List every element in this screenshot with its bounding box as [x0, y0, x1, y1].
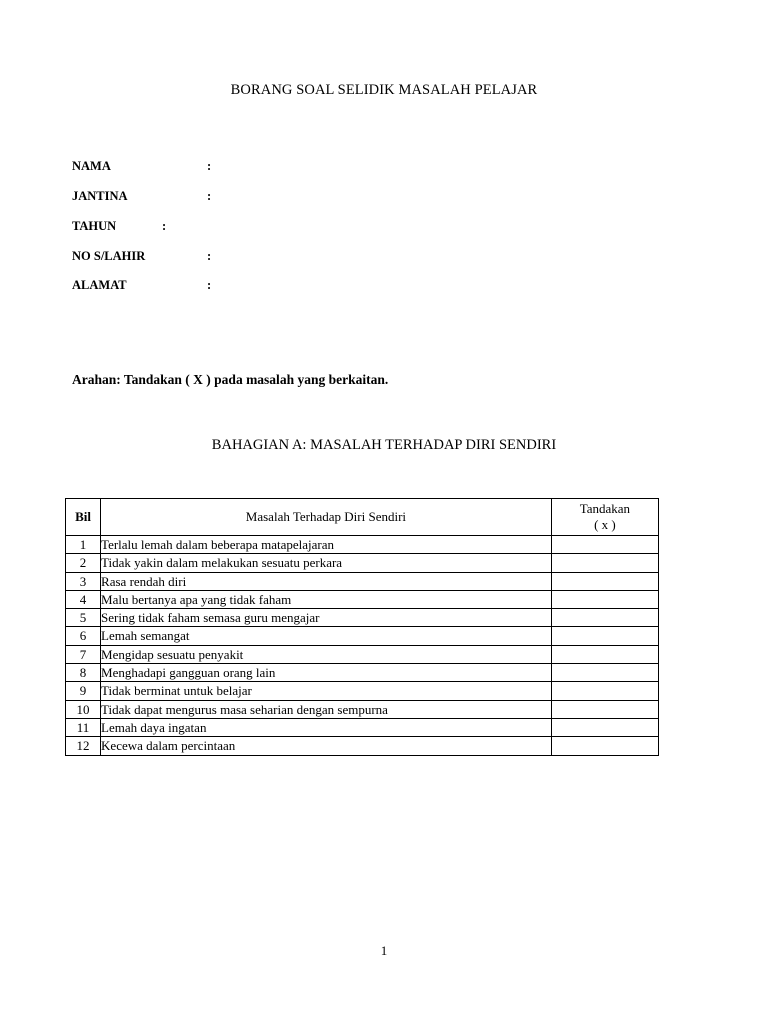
- row-tandakan-cell[interactable]: [551, 682, 658, 700]
- row-tandakan-cell[interactable]: [551, 536, 658, 554]
- table-row: [66, 536, 659, 554]
- row-masalah: Menghadapi gangguan orang lain: [101, 664, 552, 682]
- field-label-no-surat-lahir: NO S/LAHIR: [72, 249, 146, 263]
- row-tandakan-cell[interactable]: [551, 664, 658, 682]
- table-row: [66, 627, 659, 645]
- row-tandakan-cell[interactable]: [551, 572, 658, 590]
- row-bil: 3: [66, 572, 101, 590]
- field-label-tahun: TAHUN: [72, 219, 117, 233]
- table-row: [66, 700, 659, 718]
- row-bil: 4: [66, 590, 101, 608]
- field-label-alamat: ALAMAT: [72, 278, 127, 292]
- row-bil: 6: [66, 627, 101, 645]
- field-colon-tahun: :: [162, 219, 167, 233]
- problems-table: [65, 498, 659, 756]
- row-bil: 1: [66, 536, 101, 554]
- instruction-text: Arahan: Tandakan ( X ) pada masalah yang berkaitan.: [72, 372, 389, 387]
- row-masalah: Tidak dapat mengurus masa seharian dengan sempurna: [101, 700, 552, 718]
- table-row: [66, 718, 659, 736]
- row-tandakan-cell[interactable]: [551, 609, 658, 627]
- header-tandakan: [551, 499, 658, 536]
- table-row: [66, 572, 659, 590]
- row-tandakan-cell[interactable]: [551, 645, 658, 663]
- row-tandakan-cell[interactable]: [551, 718, 658, 736]
- row-bil: 12: [66, 737, 101, 755]
- row-bil: 10: [66, 700, 101, 718]
- field-colon-no-surat-lahir: :: [207, 249, 212, 263]
- row-bil: 9: [66, 682, 101, 700]
- row-masalah: Terlalu lemah dalam beberapa matapelajaran: [101, 536, 552, 554]
- table-row: [66, 590, 659, 608]
- row-bil: 8: [66, 664, 101, 682]
- row-masalah: Rasa rendah diri: [101, 572, 552, 590]
- table-row: [66, 609, 659, 627]
- row-masalah: Lemah semangat: [101, 627, 552, 645]
- row-masalah: Sering tidak faham semasa guru mengajar: [101, 609, 552, 627]
- row-tandakan-cell[interactable]: [551, 737, 658, 755]
- row-masalah: Lemah daya ingatan: [101, 718, 552, 736]
- row-bil: 11: [66, 718, 101, 736]
- row-masalah: Mengidap sesuatu penyakit: [101, 645, 552, 663]
- table-header-row: [66, 499, 659, 536]
- section-title: BAHAGIAN A: MASALAH TERHADAP DIRI SENDIRI: [211, 437, 557, 453]
- field-colon-nama: :: [207, 159, 212, 173]
- row-masalah: Kecewa dalam percintaan: [101, 737, 552, 755]
- document-title: BORANG SOAL SELIDIK MASALAH PELAJAR: [230, 82, 538, 98]
- header-masalah: Masalah Terhadap Diri Sendiri: [101, 499, 552, 536]
- row-tandakan-cell[interactable]: [551, 627, 658, 645]
- field-colon-jantina: :: [207, 189, 212, 203]
- row-masalah: Tidak yakin dalam melakukan sesuatu perkara: [101, 554, 552, 572]
- field-label-jantina: JANTINA: [72, 189, 128, 203]
- header-tandakan-line1: Tandakan: [579, 501, 631, 516]
- table-row: [66, 554, 659, 572]
- table-row: [66, 645, 659, 663]
- row-tandakan-cell[interactable]: [551, 554, 658, 572]
- row-masalah: Tidak berminat untuk belajar: [101, 682, 552, 700]
- field-label-nama: NAMA: [72, 159, 111, 173]
- table-row: [66, 682, 659, 700]
- header-bil: [66, 499, 101, 536]
- field-colon-alamat: :: [207, 278, 212, 292]
- row-bil: 5: [66, 609, 101, 627]
- row-bil: 2: [66, 554, 101, 572]
- table-row: [66, 737, 659, 755]
- row-tandakan-cell[interactable]: [551, 700, 658, 718]
- row-masalah: Malu bertanya apa yang tidak faham: [101, 590, 552, 608]
- row-tandakan-cell[interactable]: [551, 590, 658, 608]
- page-number: 1: [380, 943, 388, 958]
- row-bil: 7: [66, 645, 101, 663]
- header-bil-text: Bil: [75, 509, 91, 524]
- header-tandakan-line2: ( x ): [594, 517, 616, 532]
- table-row: [66, 664, 659, 682]
